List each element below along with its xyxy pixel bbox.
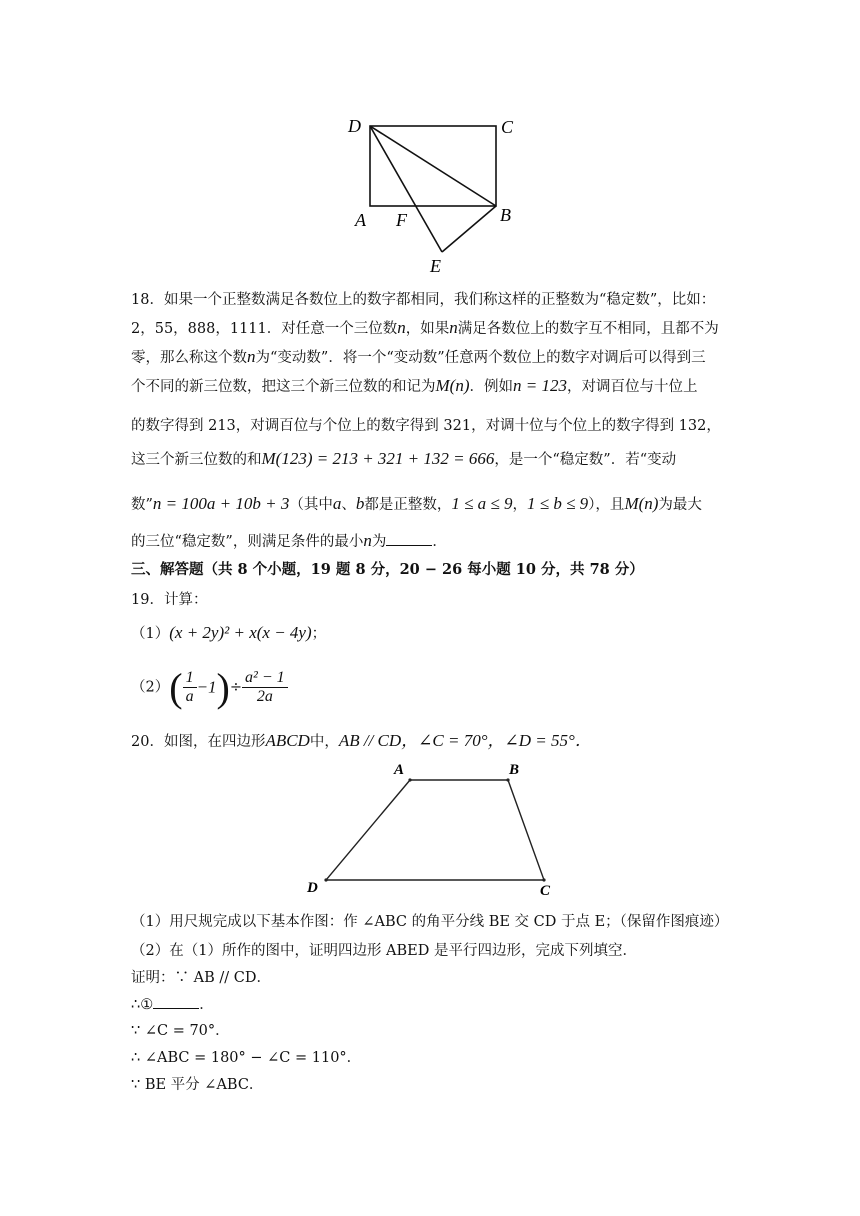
label-c: C — [540, 883, 551, 899]
math-range-a: 1 ≤ a ≤ 9 — [451, 494, 513, 513]
q19-part1 — [131, 622, 326, 643]
math-m: M — [435, 376, 450, 395]
q18-line3 — [131, 346, 706, 367]
q20-text: ∴① — [131, 997, 154, 1013]
q20-proof3: ∵ ∠C = 70°． — [131, 1023, 230, 1039]
segment-eb — [442, 206, 496, 252]
q18-text: 的三位“稳定数”，则满足条件的最小 — [131, 534, 364, 550]
q18-line8 — [131, 530, 447, 551]
q18-text: ，是一个“稳定数”．若“变动 — [494, 452, 677, 468]
q18-line6 — [131, 448, 676, 469]
q18-line4 — [131, 375, 697, 396]
q20-intro — [131, 726, 592, 751]
label-e: E — [430, 256, 441, 276]
q18-line5: 的数字得到 213，对调百位与个位上的数字得到 321，对调十位与个位上的数字得到 132， — [131, 418, 721, 434]
trapezoid-shape — [326, 780, 544, 880]
math-n: n — [449, 318, 458, 337]
q18-text: ，如果 — [405, 321, 450, 337]
q20-text: 20．如图，在四边形 — [131, 734, 266, 750]
section-3-title: 三、解答题（共 8 个小题，19 题 8 分，20 − 26 每小题 10 分，共 78 分） — [131, 561, 644, 578]
q19-text: ； — [311, 626, 327, 642]
label-b: B — [509, 762, 520, 778]
math-m-n: M(n) — [624, 494, 659, 513]
math-a: a — [332, 494, 342, 513]
fraction-a2-minus-1 — [242, 669, 288, 706]
q18-text: 2，55，888，1111．对任意一个三位数 — [131, 321, 398, 337]
q18-text: 零，那么称这个数 — [131, 350, 247, 366]
division-sign: ÷ — [229, 679, 243, 696]
label-d: D — [348, 116, 361, 136]
math-m123-sum: M(123) = 213 + 321 + 132 = 666 — [261, 449, 495, 468]
q18-text: ．例如 — [469, 379, 513, 395]
fraction-1-over-a — [183, 669, 197, 706]
math-paren-n: (n) — [449, 376, 470, 395]
q20-proof4: ∴ ∠ABC = 180° − ∠C = 110°． — [131, 1050, 362, 1066]
q18-line1: 18．如果一个正整数满足各数位上的数字都相同，我们称这样的正整数为“稳定数”，比如： — [131, 292, 716, 308]
math-n: n — [247, 347, 256, 366]
q18-text: ， — [512, 497, 528, 513]
q18-text: ． — [432, 534, 447, 550]
math-n-123: n = 123 — [513, 376, 567, 395]
q20-proof5: ∵ BE 平分 ∠ABC． — [131, 1077, 264, 1093]
label-a: A — [394, 762, 405, 778]
math-n: n — [397, 318, 406, 337]
label-f: F — [396, 210, 407, 230]
label-d: D — [307, 880, 318, 896]
diagonal-db — [370, 126, 496, 206]
q18-text: 数” — [131, 497, 153, 513]
q18-text: 为最大 — [658, 497, 702, 513]
figure-rectangle-abcd — [340, 108, 530, 278]
label-b: B — [500, 205, 511, 225]
paren-open: ( — [169, 665, 183, 710]
math-expr-1: (x + 2y)² + x(x − 4y) — [169, 623, 312, 642]
q20-part1: （1）用尺规完成以下基本作图：作 ∠ABC 的角平分线 BE 交 CD 于点 E；（保留作图痕迹） — [131, 914, 729, 930]
answer-blank — [153, 996, 199, 1009]
q18-line2 — [131, 317, 719, 338]
q18-text: （其中 — [289, 497, 333, 513]
numerator: a² − 1 — [242, 669, 288, 688]
q20-text: ． — [199, 997, 214, 1013]
math-conditions: AB // CD，∠C = 70°，∠D = 55°． — [338, 731, 592, 750]
math-b: b — [355, 494, 365, 513]
math-minus-one: −1 — [196, 677, 217, 697]
q18-text: 都是正整数， — [364, 497, 452, 513]
q18-text: 这三个新三位数的和 — [131, 452, 262, 468]
q20-text: 中， — [309, 734, 339, 750]
answer-blank — [386, 533, 432, 546]
q18-text: 满足各数位上的数字互不相同，且都不为 — [457, 321, 719, 337]
q20-part2: （2）在（1）所作的图中，证明四边形 ABED 是平行四边形，完成下列填空． — [131, 943, 638, 959]
paren-close: ) — [216, 665, 230, 710]
segment-de — [370, 126, 442, 252]
math-abcd: ABCD — [265, 731, 310, 750]
q19-title: 19．计算： — [131, 592, 208, 608]
q18-text: ），且 — [588, 497, 625, 513]
q18-text: 个不同的新三位数，把这三个新三位数的和记为 — [131, 379, 436, 395]
q18-text: ，对调百位与十位上 — [566, 379, 698, 395]
q20-proof1: 证明：∵ AB // CD． — [131, 970, 271, 986]
q19-part2 — [131, 664, 288, 711]
math-n-def: n = 100a + 10b + 3 — [152, 494, 290, 513]
numerator: 1 — [183, 669, 197, 688]
q18-line7 — [131, 493, 702, 514]
q20-proof2 — [131, 993, 214, 1014]
denominator: a — [185, 688, 194, 705]
q18-text: 为“变动数”．将一个“变动数”任意两个数位上的数字对调后可以得到三 — [255, 350, 706, 366]
part-label: （1） — [131, 626, 170, 642]
figure-trapezoid-abcd — [298, 756, 568, 902]
math-n: n — [363, 531, 372, 550]
part-label: （2） — [131, 679, 170, 696]
math-range-b: 1 ≤ b ≤ 9 — [527, 494, 589, 513]
q18-text: 为 — [371, 534, 387, 550]
label-a: A — [355, 210, 366, 230]
denominator: 2a — [256, 688, 273, 705]
q18-text: 、 — [341, 497, 356, 513]
label-c: C — [501, 117, 514, 137]
